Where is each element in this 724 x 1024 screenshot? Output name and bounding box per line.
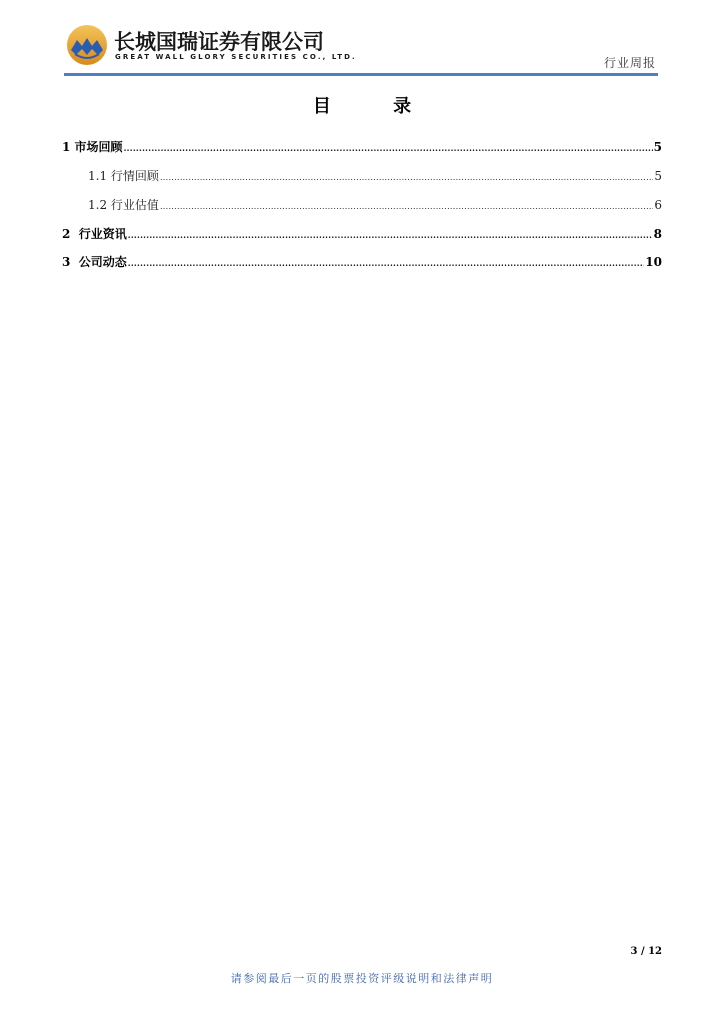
toc-entry-label <box>62 138 123 155</box>
toc-entry-3[interactable] <box>62 253 662 271</box>
page-number: 3 / 12 <box>630 946 662 957</box>
company-name-cn: 长城国瑞证券有限公司 <box>114 30 324 54</box>
toc-entry-page: 6 <box>654 198 662 212</box>
toc-entry-page: 5 <box>653 140 662 154</box>
toc-entry-number: 1.2 <box>88 198 108 212</box>
footer-disclaimer: 请参阅最后一页的股票投资评级说明和法律声明 <box>230 972 494 985</box>
toc-entry-text: 行情回顾 <box>110 169 159 183</box>
toc-leader-dots <box>160 173 653 182</box>
toc-leader-dots <box>128 258 645 268</box>
page-header <box>64 22 658 78</box>
toc-entry-text: 行业资讯 <box>78 227 127 241</box>
toc-entry-number: 1.1 <box>88 169 108 183</box>
company-logo-icon <box>66 24 108 66</box>
toc-entry-1-1[interactable] <box>88 167 662 185</box>
toc-leader-dots <box>160 202 653 211</box>
toc-entry-label <box>88 196 159 213</box>
toc-entry-label <box>62 253 127 270</box>
company-name-en: GREAT WALL GLORY SECURITIES CO., LTD. <box>115 53 357 61</box>
toc-entry-text: 公司动态 <box>78 255 127 269</box>
toc-leader-dots <box>124 143 653 153</box>
toc-entry-text: 行业估值 <box>110 198 159 212</box>
toc-entry-page: 10 <box>645 255 662 269</box>
toc-entry-label <box>62 225 127 242</box>
toc-entry-text: 市场回顾 <box>74 140 123 154</box>
header-divider <box>64 73 658 76</box>
toc-entry-label <box>88 167 159 184</box>
toc-entry-page: 5 <box>654 169 662 183</box>
toc-entry-page: 8 <box>653 227 662 241</box>
toc-entry-1[interactable] <box>62 138 662 156</box>
toc-entry-number: 3 <box>62 255 71 269</box>
toc-leader-dots <box>128 230 653 240</box>
toc-title: 目 录 <box>312 96 440 117</box>
toc-entry-1-2[interactable] <box>88 196 662 214</box>
report-type-label: 行业周报 <box>603 56 656 70</box>
toc-entry-number: 1 <box>62 140 71 154</box>
toc-entry-number: 2 <box>62 227 71 241</box>
toc-entry-2[interactable] <box>62 225 662 243</box>
